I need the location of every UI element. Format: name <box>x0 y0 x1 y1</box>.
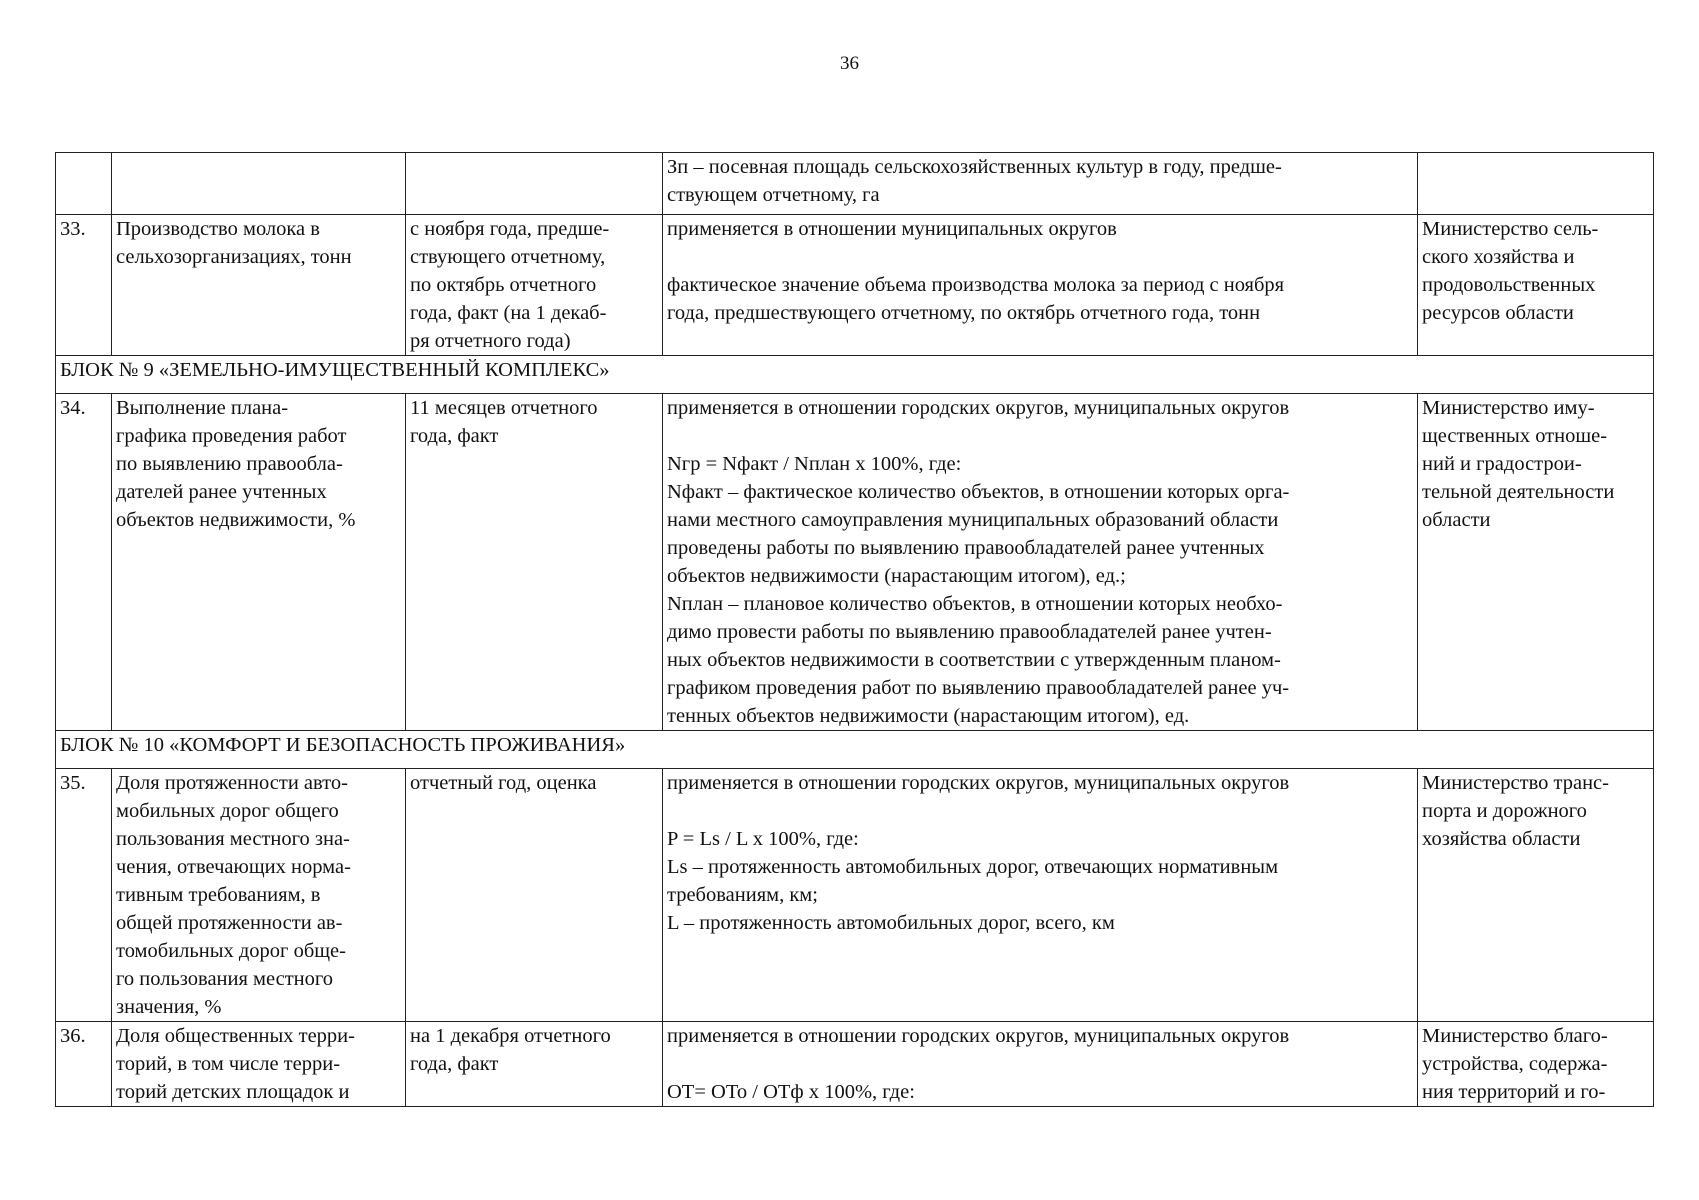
responsible-text: порта и дорожного <box>1422 800 1587 822</box>
table-row-continued <box>56 153 1654 215</box>
method-applicability: применяется в отношении городских округов, муниципальных округов <box>667 397 1290 419</box>
indicator-name: Доля протяженности авто- <box>116 772 348 794</box>
indicator-name: дателей ранее учтенных <box>116 481 327 503</box>
indicator-name: торий, в том числе терри- <box>116 1053 341 1075</box>
period-text: отчетный год, оценка <box>410 772 597 794</box>
method-applicability: применяется в отношении городских округов, муниципальных округов <box>667 772 1290 794</box>
method-text: Nфакт – фактическое количество объектов, в отношении которых орга- <box>667 481 1290 503</box>
method-formula: P = Ls / L х 100%, где: <box>667 828 859 850</box>
cell-method <box>663 215 1418 356</box>
cell-name <box>112 153 406 215</box>
method-text: димо провести работы по выявлению правообладателей ранее учтен- <box>667 621 1272 643</box>
cell-num <box>56 153 112 215</box>
method-text: требованиям, км; <box>667 884 818 906</box>
responsible-text: ского хозяйства и <box>1422 246 1575 268</box>
method-text: объектов недвижимости (нарастающим итогом), ед.; <box>667 565 1126 587</box>
responsible-text: Министерство сель- <box>1422 218 1599 240</box>
responsible-text: ния территорий и го- <box>1422 1081 1606 1103</box>
cell-num: 35. <box>56 769 112 1022</box>
block-title: БЛОК № 10 «КОМФОРТ И БЕЗОПАСНОСТЬ ПРОЖИВАНИЯ» <box>56 731 1654 769</box>
cell-period <box>406 153 663 215</box>
responsible-text: щественных отноше- <box>1422 425 1608 447</box>
method-text: ствующем отчетному, га <box>667 184 880 206</box>
method-formula: OT= OTo / OTф х 100%, где: <box>667 1081 915 1103</box>
indicator-name: торий детских площадок и <box>116 1081 350 1103</box>
method-formula: Nгр = Nфакт / Nплан х 100%, где: <box>667 453 962 475</box>
method-text: нами местного самоуправления муниципальных образований области <box>667 509 1279 531</box>
indicator-name: чения, отвечающих норма- <box>116 856 351 878</box>
method-applicability: применяется в отношении городских округов, муниципальных округов <box>667 1025 1290 1047</box>
indicator-name: общей протяженности ав- <box>116 912 343 934</box>
cell-responsible <box>1418 1022 1654 1107</box>
cell-period <box>406 394 663 731</box>
responsible-text: хозяйства области <box>1422 828 1581 850</box>
table-row-36 <box>56 1022 1654 1107</box>
cell-method <box>663 769 1418 1022</box>
period-text: года, факт <box>410 1053 499 1075</box>
responsible-text: продовольственных <box>1422 274 1596 296</box>
responsible-text: Министерство иму- <box>1422 397 1595 419</box>
responsible-text: области <box>1422 509 1491 531</box>
period-text: по октябрь отчетного <box>410 274 597 296</box>
indicator-name: по выявлению правообла- <box>116 453 343 475</box>
cell-responsible <box>1418 394 1654 731</box>
method-text: L – протяженность автомобильных дорог, всего, км <box>667 912 1115 934</box>
period-text: на 1 декабря отчетного <box>410 1025 611 1047</box>
responsible-text: ресурсов области <box>1422 302 1574 324</box>
cell-responsible <box>1418 769 1654 1022</box>
table-row-34 <box>56 394 1654 731</box>
period-text: ствующего отчетному, <box>410 246 606 268</box>
responsible-text: ний и градострои- <box>1422 453 1582 475</box>
indicator-name: графика проведения работ <box>116 425 347 447</box>
method-text: года, предшествующего отчетному, по октябрь отчетного года, тонн <box>667 302 1261 324</box>
cell-num: 34. <box>56 394 112 731</box>
method-text: графиком проведения работ по выявлению правообладателей ранее уч- <box>667 677 1290 699</box>
table-row-35 <box>56 769 1654 1022</box>
indicator-name: пользования местного зна- <box>116 828 350 850</box>
indicator-name: Выполнение плана- <box>116 397 289 419</box>
responsible-text: Министерство благо- <box>1422 1025 1608 1047</box>
cell-method <box>663 394 1418 731</box>
method-applicability: применяется в отношении муниципальных округов <box>667 218 1117 240</box>
period-text: года, факт (на 1 декаб- <box>410 302 607 324</box>
block-header-9 <box>56 356 1654 394</box>
responsible-text: устройства, содержа- <box>1422 1053 1608 1075</box>
indicator-name: сельхозорганизациях, тонн <box>116 246 352 268</box>
indicator-name: значения, % <box>116 996 222 1018</box>
cell-period <box>406 215 663 356</box>
cell-num: 36. <box>56 1022 112 1107</box>
cell-name <box>112 769 406 1022</box>
indicator-name: мобильных дорог общего <box>116 800 339 822</box>
method-text: фактическое значение объема производства молока за период с ноября <box>667 274 1285 296</box>
cell-name <box>112 215 406 356</box>
table-row-33 <box>56 215 1654 356</box>
cell-name <box>112 1022 406 1107</box>
method-text: Ls – протяженность автомобильных дорог, отвечающих нормативным <box>667 856 1279 878</box>
method-text: проведены работы по выявлению правообладателей ранее учтенных <box>667 537 1265 559</box>
cell-name <box>112 394 406 731</box>
indicator-name: Производство молока в <box>116 218 320 240</box>
cell-method <box>663 153 1418 215</box>
method-text: ных объектов недвижимости в соответствии с утвержденным планом- <box>667 649 1281 671</box>
indicator-name: томобильных дорог обще- <box>116 940 346 962</box>
responsible-text: Министерство транс- <box>1422 772 1609 794</box>
cell-num: 33. <box>56 215 112 356</box>
block-header-10 <box>56 731 1654 769</box>
indicator-name: тивным требованиям, в <box>116 884 321 906</box>
indicator-name: го пользования местного <box>116 968 334 990</box>
indicator-name: объектов недвижимости, % <box>116 509 356 531</box>
indicator-name: Доля общественных терри- <box>116 1025 355 1047</box>
cell-period <box>406 769 663 1022</box>
cell-method <box>663 1022 1418 1107</box>
responsible-text: тельной деятельности <box>1422 481 1615 503</box>
period-text: ря отчетного года) <box>410 330 571 352</box>
cell-period <box>406 1022 663 1107</box>
indicators-table <box>55 152 1654 1107</box>
method-text: тенных объектов недвижимости (нарастающим итогом), ед. <box>667 705 1190 727</box>
cell-responsible <box>1418 215 1654 356</box>
period-text: года, факт <box>410 425 499 447</box>
period-text: с ноября года, предше- <box>410 218 610 240</box>
method-text: Nплан – плановое количество объектов, в отношении которых необхо- <box>667 593 1283 615</box>
period-text: 11 месяцев отчетного <box>410 397 598 419</box>
cell-responsible <box>1418 153 1654 215</box>
page-number: 36 <box>840 53 859 74</box>
method-text: Зп – посевная площадь сельскохозяйственных культур в году, предше- <box>667 156 1282 178</box>
block-title: БЛОК № 9 «ЗЕМЕЛЬНО-ИМУЩЕСТВЕННЫЙ КОМПЛЕКС» <box>56 356 1654 394</box>
